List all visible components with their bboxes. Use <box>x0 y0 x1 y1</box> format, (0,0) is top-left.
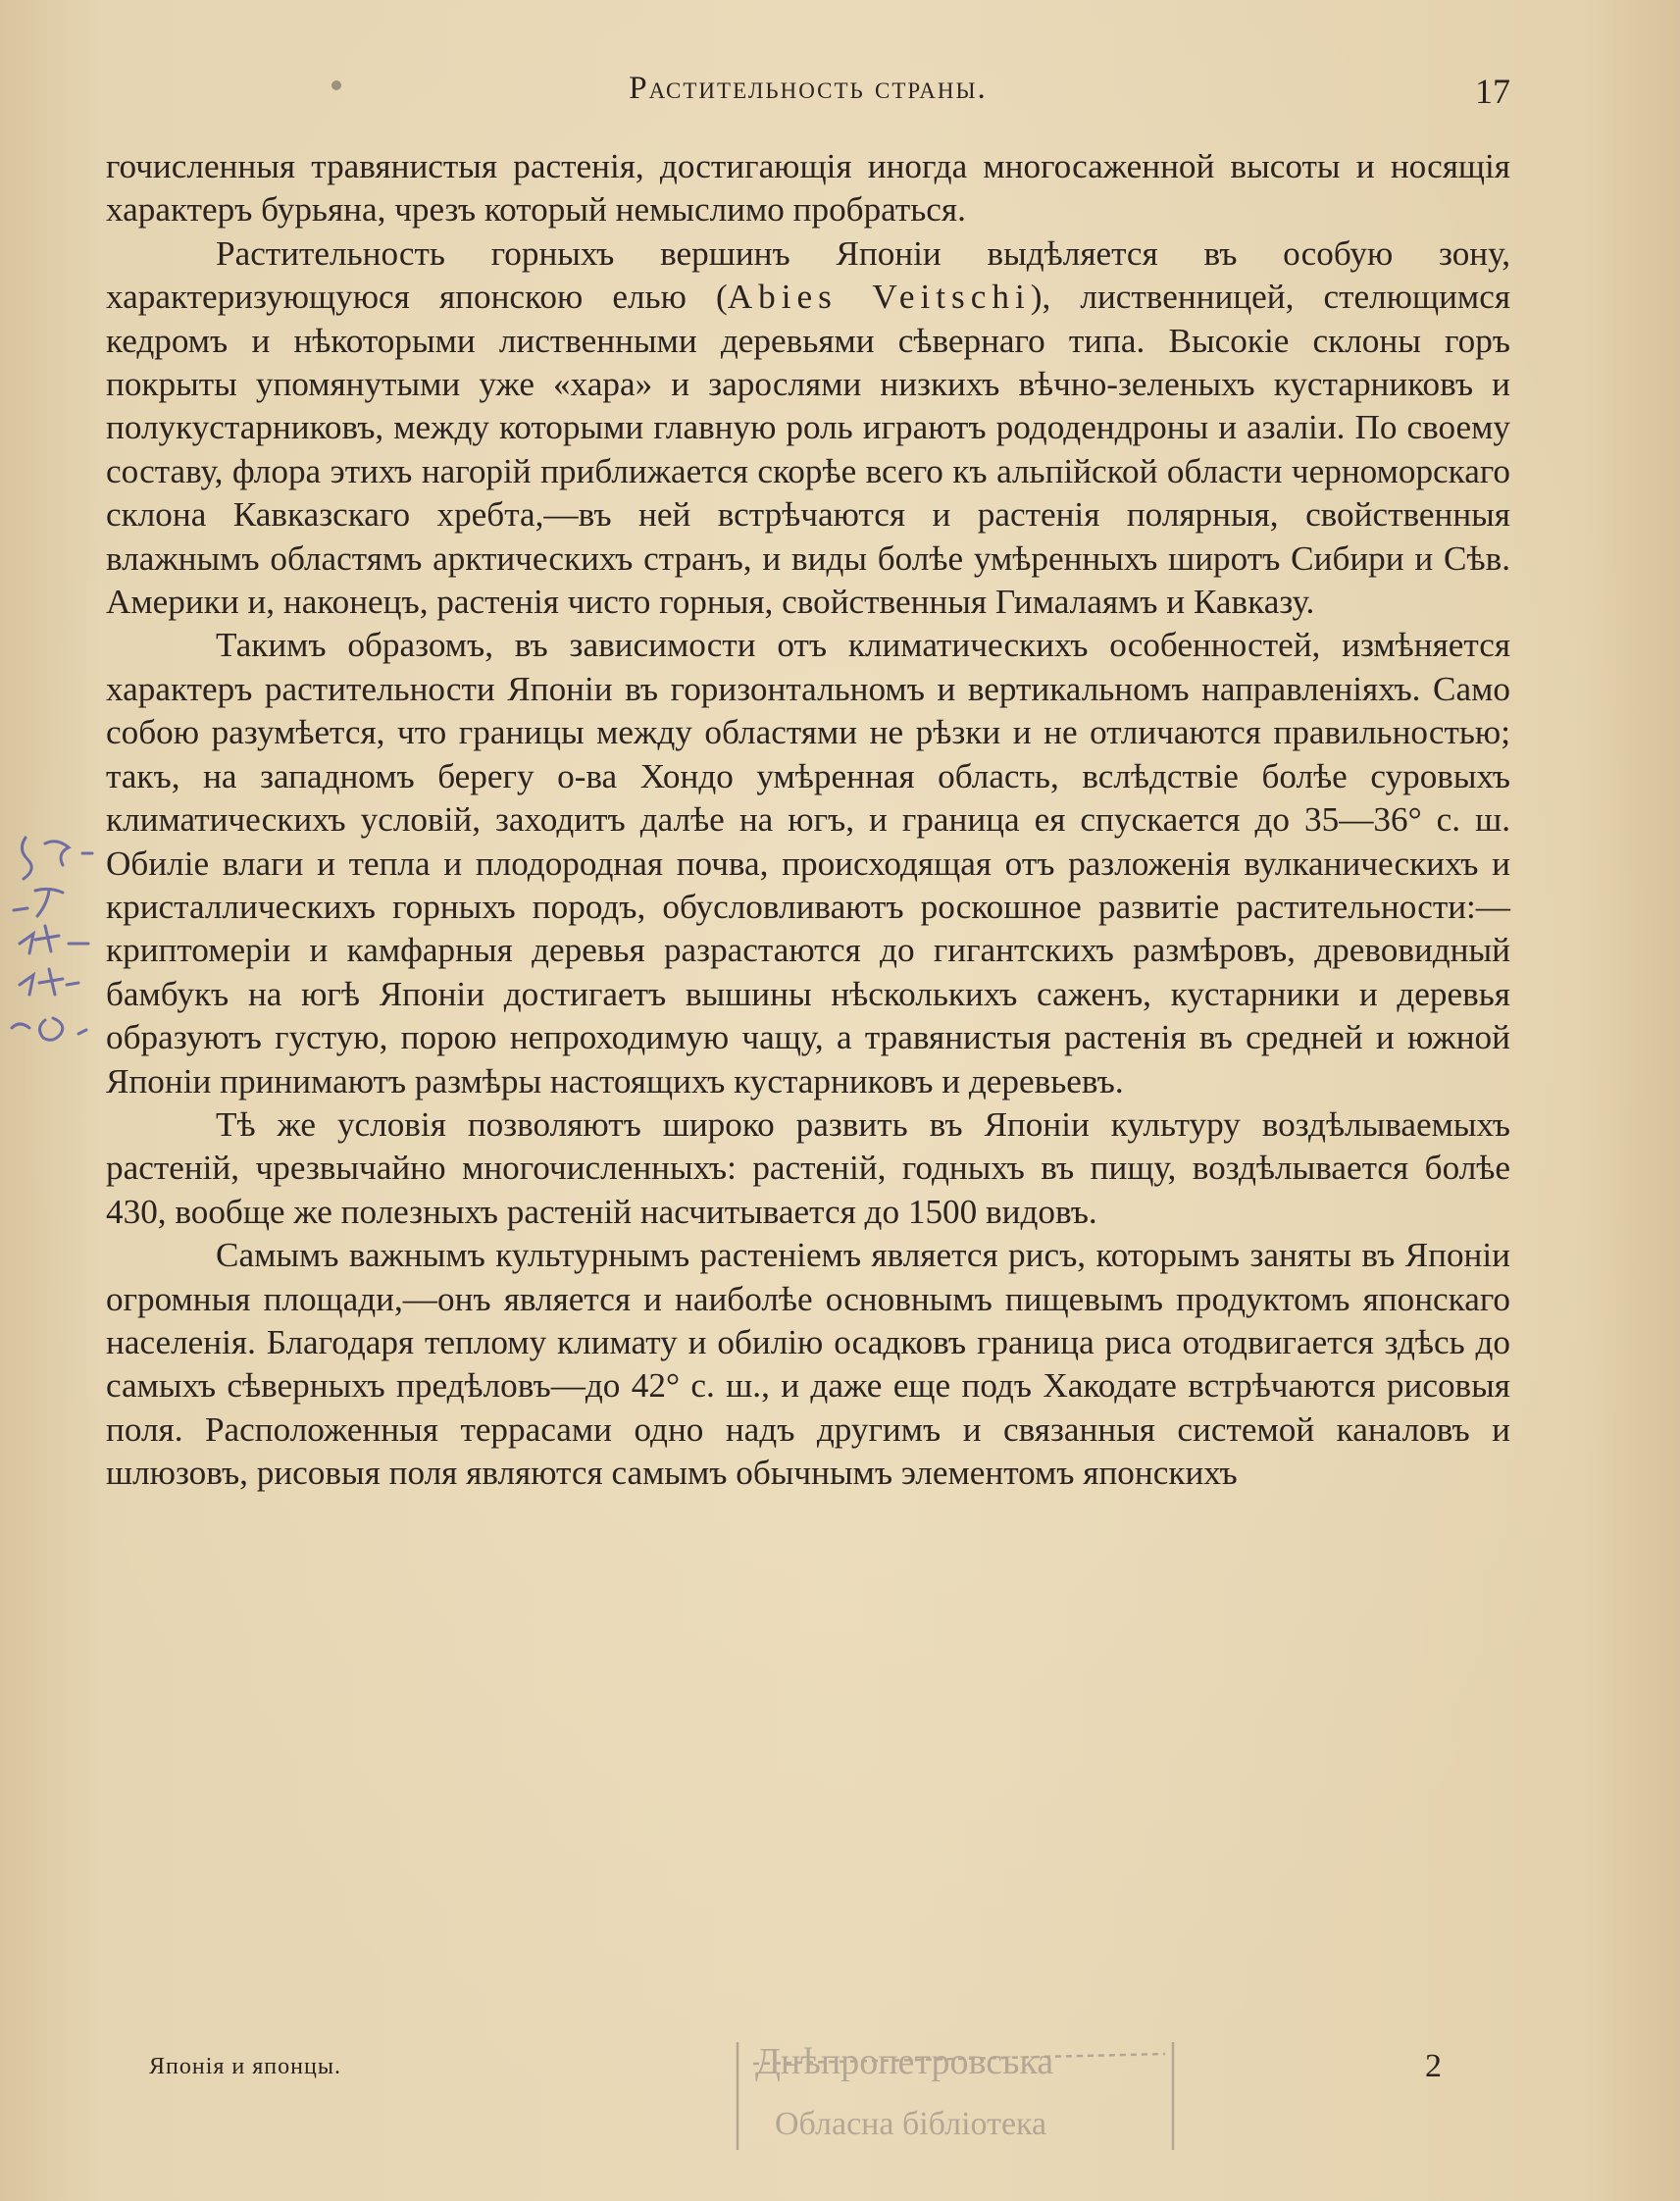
margin-pencil-marks <box>6 824 96 1118</box>
paragraph-text: Тѣ же условія позволяютъ широко развить въ Японіи культуру воздѣлываемыхъ растеній, чрезвычайно многочисленныхъ: растеній, годныхъ въ пищу, воздѣлывается болѣе 430, вообще же полезныхъ растеній насчитывается до 1500 видовъ. <box>106 1104 1510 1231</box>
latin-species-name: Abies Veitschi <box>727 278 1031 317</box>
paragraph-text: Самымъ важнымъ культурнымъ растеніемъ является рисъ, которымъ заняты въ Японіи огромныя площади,—онъ является и наиболѣе основнымъ пищевымъ продуктомъ японскаго населенія. Благодаря теплому климату и обилію осадковъ граница риса отодвигается здѣсь до самыхъ сѣверныхъ предѣловъ—до 42° с. ш., и даже еще подъ Хакодате встрѣчаются рисовыя поля. Расположенныя террасами одно надъ другимъ и связанныя системой каналовъ и шлюзовъ, рисовыя поля являются самымъ обычнымъ элементомъ японскихъ <box>106 1236 1510 1493</box>
running-title: Растительность страны. <box>629 71 988 106</box>
paragraph <box>106 232 1510 625</box>
page-number: 17 <box>1475 72 1510 111</box>
paragraph <box>106 1234 1510 1495</box>
paragraph <box>106 624 1510 1102</box>
paragraph-text: ), лиственницей, стелющимся кедромъ и нѣкоторыми лиственными деревьями сѣвернаго типа. Высокіе склоны горъ покрыты упомянутыми уже «хара» и зарослями низкихъ вѣчно-зеленыхъ кустарниковъ и полукустарниковъ, между которыми главную роль играютъ рододендроны и азаліи. По своему составу, флора этихъ нагорій приближается скорѣе всего къ альпійской области черноморскаго склона Кавказскаго хребта,—въ ней встрѣчаются и растенія полярныя, свойственныя влажнымъ областямъ арктическихъ странъ, и виды болѣе умѣренныхъ широтъ Сибири и Сѣв. Америки и, наконецъ, растенія чисто горныя, свойственныя Гималаямъ и Кавказу. <box>106 278 1511 622</box>
paragraph <box>106 1103 1510 1234</box>
signature-mark: Японія и японцы. <box>149 2054 341 2079</box>
paragraph <box>106 145 1510 232</box>
sheet-number: 2 <box>1425 2048 1442 2084</box>
running-header <box>106 71 1510 122</box>
paragraph-text: гочисленныя травянистыя растенія, достигающія иногда многосаженной высоты и носящія характеръ бурьяна, чрезъ который немыслимо пробраться. <box>106 147 1510 230</box>
body-text <box>106 145 1510 1496</box>
library-stamp <box>726 2024 1187 2172</box>
paragraph-text: Такимъ образомъ, въ зависимости отъ климатическихъ особенностей, измѣняется характеръ растительности Японіи въ горизонтальномъ и вертикальномъ направленіяхъ. Само собою разумѣется, что границы между областями не рѣзки и не отличаются правильностью; такъ, на западномъ берегу о-ва Хондо умѣренная область, вслѣдствіе болѣе суровыхъ климатическихъ условій, заходитъ далѣе на югъ, и граница ея спускается до 35—36° с. ш. Обиліе влаги и тепла и плодородная почва, происходящая отъ разложенія вулканическихъ и кристаллическихъ горныхъ породъ, обусловливаютъ роскошное развитіе растительности:—криптомеріи и камфарныя деревья разрастаются до гигантскихъ размѣровъ, древовидный бамбукъ на югѣ Японіи достигаетъ вышины нѣсколькихъ саженъ, кустарники и деревья образуютъ густую, порою непроходимую чащу, а травянистыя растенія въ средней и южной Японіи принимаютъ размѣры настоящихъ кустарниковъ и деревьевъ. <box>106 626 1510 1100</box>
stamp-line-2: Обласна бібліотека <box>775 2106 1047 2142</box>
stamp-line-1: Днѣпропетровська <box>755 2041 1054 2082</box>
paragraph-text: Растительность горныхъ вершинъ Японіи выдѣляется въ особую зону, характеризующуюся японскою елью ( <box>106 233 1510 317</box>
